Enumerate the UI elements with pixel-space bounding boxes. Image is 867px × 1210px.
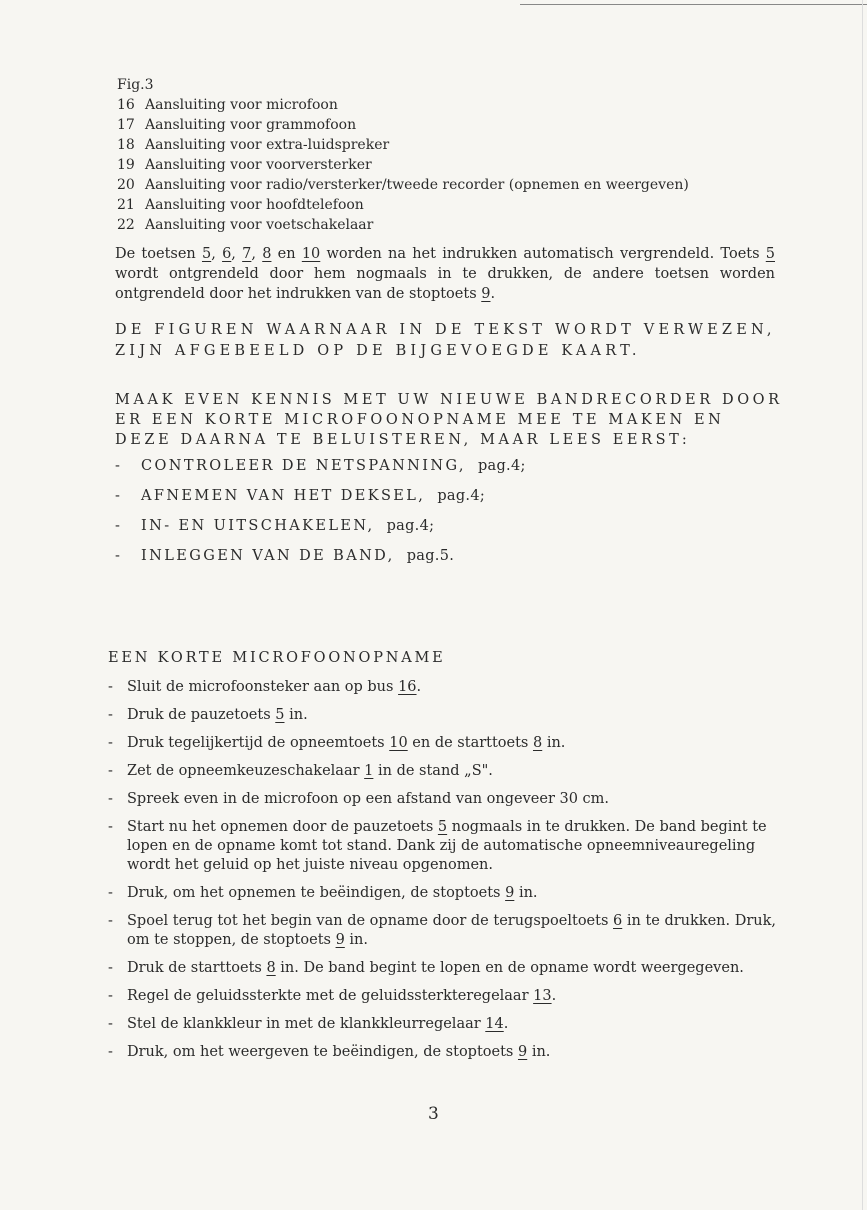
read-item-text: INLEGGEN VAN DE BAND, <box>141 548 395 564</box>
page-ref: pag.4; <box>386 518 435 534</box>
text: in. <box>514 885 538 901</box>
dash: - <box>108 735 113 751</box>
step-item <box>108 912 778 950</box>
legend-number: 19 <box>117 157 135 173</box>
key-ref: 9 <box>505 885 515 901</box>
step-item <box>108 959 778 978</box>
key-ref: 6 <box>613 913 623 929</box>
legend-text: Aansluiting voor voorversterker <box>145 157 372 173</box>
read-item-text: AFNEMEN VAN HET DEKSEL, <box>141 488 426 504</box>
text: in te drukken. Druk, om te stoppen, de stoptoets <box>127 913 777 948</box>
dash: - <box>108 707 113 723</box>
dash: - <box>115 458 123 474</box>
dash: - <box>115 488 123 504</box>
text: en <box>271 246 302 262</box>
text: . <box>490 286 496 302</box>
figure-title: Fig.3 <box>117 77 154 93</box>
legend-text: Aansluiting voor radio/versterker/tweede recorder (opnemen en weergeven) <box>145 177 689 193</box>
key-ref: 5 <box>275 707 285 723</box>
legend-number: 16 <box>117 97 135 113</box>
dash: - <box>115 518 123 534</box>
dash: - <box>108 791 113 807</box>
step-item <box>108 987 778 1006</box>
read-item <box>115 518 526 548</box>
step-item <box>108 884 778 903</box>
legend-text: Aansluiting voor microfoon <box>145 97 338 113</box>
key-lock-paragraph <box>115 244 775 304</box>
key-ref: 14 <box>485 1016 504 1032</box>
legend-item <box>117 175 689 195</box>
dash: - <box>108 988 113 1004</box>
text: . <box>503 1016 509 1032</box>
dash: - <box>108 679 113 695</box>
text: Sluit de microfoonsteker aan op bus <box>127 679 399 695</box>
key-ref: 5 <box>765 246 775 262</box>
step-item <box>108 1015 778 1034</box>
text: wordt ontgrendeld door hem nogmaals in te drukken, de andere toetsen worden ontgrendeld door het indrukken van de stoptoets <box>115 266 775 302</box>
legend-item <box>117 155 689 175</box>
step-item <box>108 818 778 875</box>
text: in. <box>344 932 369 948</box>
dash: - <box>108 1016 113 1032</box>
text: . <box>416 679 422 695</box>
read-item-text: CONTROLEER DE NETSPANNING, <box>141 458 466 474</box>
dash: - <box>108 819 113 835</box>
text: Regel de geluidssterkte met de geluidssterkteregelaar <box>127 988 534 1004</box>
read-item-text: IN- EN UITSCHAKELEN, <box>141 518 375 534</box>
step-text <box>127 959 778 978</box>
text: , <box>231 246 243 262</box>
step-text <box>127 987 778 1006</box>
read-item <box>115 488 526 518</box>
read-item <box>115 548 526 578</box>
step-text <box>127 706 778 725</box>
page-ref: pag.5. <box>406 548 455 564</box>
key-ref: 8 <box>266 960 276 976</box>
legend-text: Aansluiting voor voetschakelaar <box>145 217 374 233</box>
text: Druk, om het weergeven te beëindigen, de stoptoets <box>127 1044 518 1060</box>
legend-item <box>117 115 689 135</box>
read-first-note: MAAK EVEN KENNIS MET UW NIEUWE BANDRECORDER DOOR ER EEN KORTE MICROFOONOPNAME MEE TE MAKEN EN DEZE DAARNA TE BELUISTEREN, MAAR LEES EERST: <box>115 392 783 448</box>
dash: - <box>115 548 123 564</box>
step-text <box>127 734 778 753</box>
step-text <box>127 1015 778 1034</box>
page-edge <box>862 0 863 1210</box>
step-text <box>127 818 778 875</box>
key-ref: 10 <box>389 735 408 751</box>
text: Druk tegelijkertijd de opneemtoets <box>127 735 390 751</box>
dash: - <box>108 1044 113 1060</box>
legend-item <box>117 135 689 155</box>
legend-item <box>117 95 689 115</box>
dash: - <box>108 763 113 779</box>
step-item <box>108 734 778 753</box>
text: Zet de opneemkeuzeschakelaar <box>127 763 365 779</box>
step-text <box>127 678 778 697</box>
legend-item <box>117 195 689 215</box>
step-item <box>108 762 778 781</box>
step-text <box>127 884 778 903</box>
step-item <box>108 678 778 697</box>
top-edge-line <box>520 4 867 5</box>
text: Start nu het opnemen door de pauzetoets <box>127 819 438 835</box>
text: Stel de klankkleur in met de klankkleurregelaar <box>127 1016 486 1032</box>
step-text: Spreek even in de microfoon op een afstand van ongeveer 30 cm. <box>127 791 610 807</box>
key-ref: 16 <box>398 679 417 695</box>
text: worden na het indrukken automatisch vergrendeld. Toets <box>320 246 766 262</box>
section-title: EEN KORTE MICROFOONOPNAME <box>108 650 446 666</box>
figure-legend <box>117 75 689 235</box>
legend-text: Aansluiting voor extra-luidspreker <box>145 137 390 153</box>
page-number: 3 <box>428 1104 439 1124</box>
step-item <box>108 790 778 809</box>
key-ref: 8 <box>532 735 543 751</box>
text: . <box>551 988 557 1004</box>
legend-text: Aansluiting voor hoofdtelefoon <box>145 197 364 213</box>
key-ref: 13 <box>533 988 552 1004</box>
legend-text: Aansluiting voor grammofoon <box>145 117 357 133</box>
figures-note: DE FIGUREN WAARNAAR IN DE TEKST WORDT VERWEZEN, ZIJN AFGEBEELD OP DE BIJGEVOEGDE KAART. <box>115 322 776 359</box>
key-ref: 10 <box>301 246 321 262</box>
text: , <box>211 246 223 262</box>
legend-number: 18 <box>117 137 135 153</box>
text: en de starttoets <box>407 735 533 751</box>
page-ref: pag.4; <box>437 488 486 504</box>
text: Druk de starttoets <box>127 960 267 976</box>
text: in de stand „S". <box>373 763 493 779</box>
legend-number: 20 <box>117 177 135 193</box>
legend-number: 21 <box>117 197 135 213</box>
step-text <box>127 912 778 950</box>
legend-item <box>117 215 689 235</box>
dash: - <box>108 913 113 929</box>
key-ref: 6 <box>222 246 232 262</box>
text: in. <box>542 735 566 751</box>
text: in. <box>527 1044 551 1060</box>
page-ref: pag.4; <box>477 458 526 474</box>
step-item <box>108 1043 778 1062</box>
text: in. <box>284 707 308 723</box>
key-ref: 9 <box>335 932 345 948</box>
key-ref: 9 <box>517 1044 528 1060</box>
dash: - <box>108 960 113 976</box>
text: in. De band begint te lopen en de opname wordt weergegeven. <box>275 960 744 976</box>
key-ref: 8 <box>262 246 272 262</box>
text: nogmaals in te drukken. De band begint te lopen en de opname komt tot stand. Dank zij de automatische opneemniveauregeling wordt het geluid op het juiste niveau opgenomen. <box>127 819 767 873</box>
text: Spoel terug tot het begin van de opname door de terugspoeltoets <box>127 913 614 929</box>
key-ref: 5 <box>201 246 212 262</box>
text: Druk de pauzetoets <box>127 707 276 723</box>
legend-number: 22 <box>117 217 135 233</box>
key-ref: 9 <box>481 286 491 302</box>
step-text <box>127 1043 778 1062</box>
text: De toetsen <box>115 246 202 262</box>
read-first-list <box>115 458 526 578</box>
text: , <box>251 246 263 262</box>
key-ref: 7 <box>242 246 252 262</box>
step-text <box>127 762 778 781</box>
key-ref: 5 <box>437 819 448 835</box>
step-item <box>108 706 778 725</box>
dash: - <box>108 885 113 901</box>
legend-number: 17 <box>117 117 135 133</box>
recording-steps <box>108 678 778 1071</box>
text: Druk, om het opnemen te beëindigen, de stoptoets <box>127 885 506 901</box>
key-ref: 1 <box>364 763 374 779</box>
read-item <box>115 458 526 488</box>
